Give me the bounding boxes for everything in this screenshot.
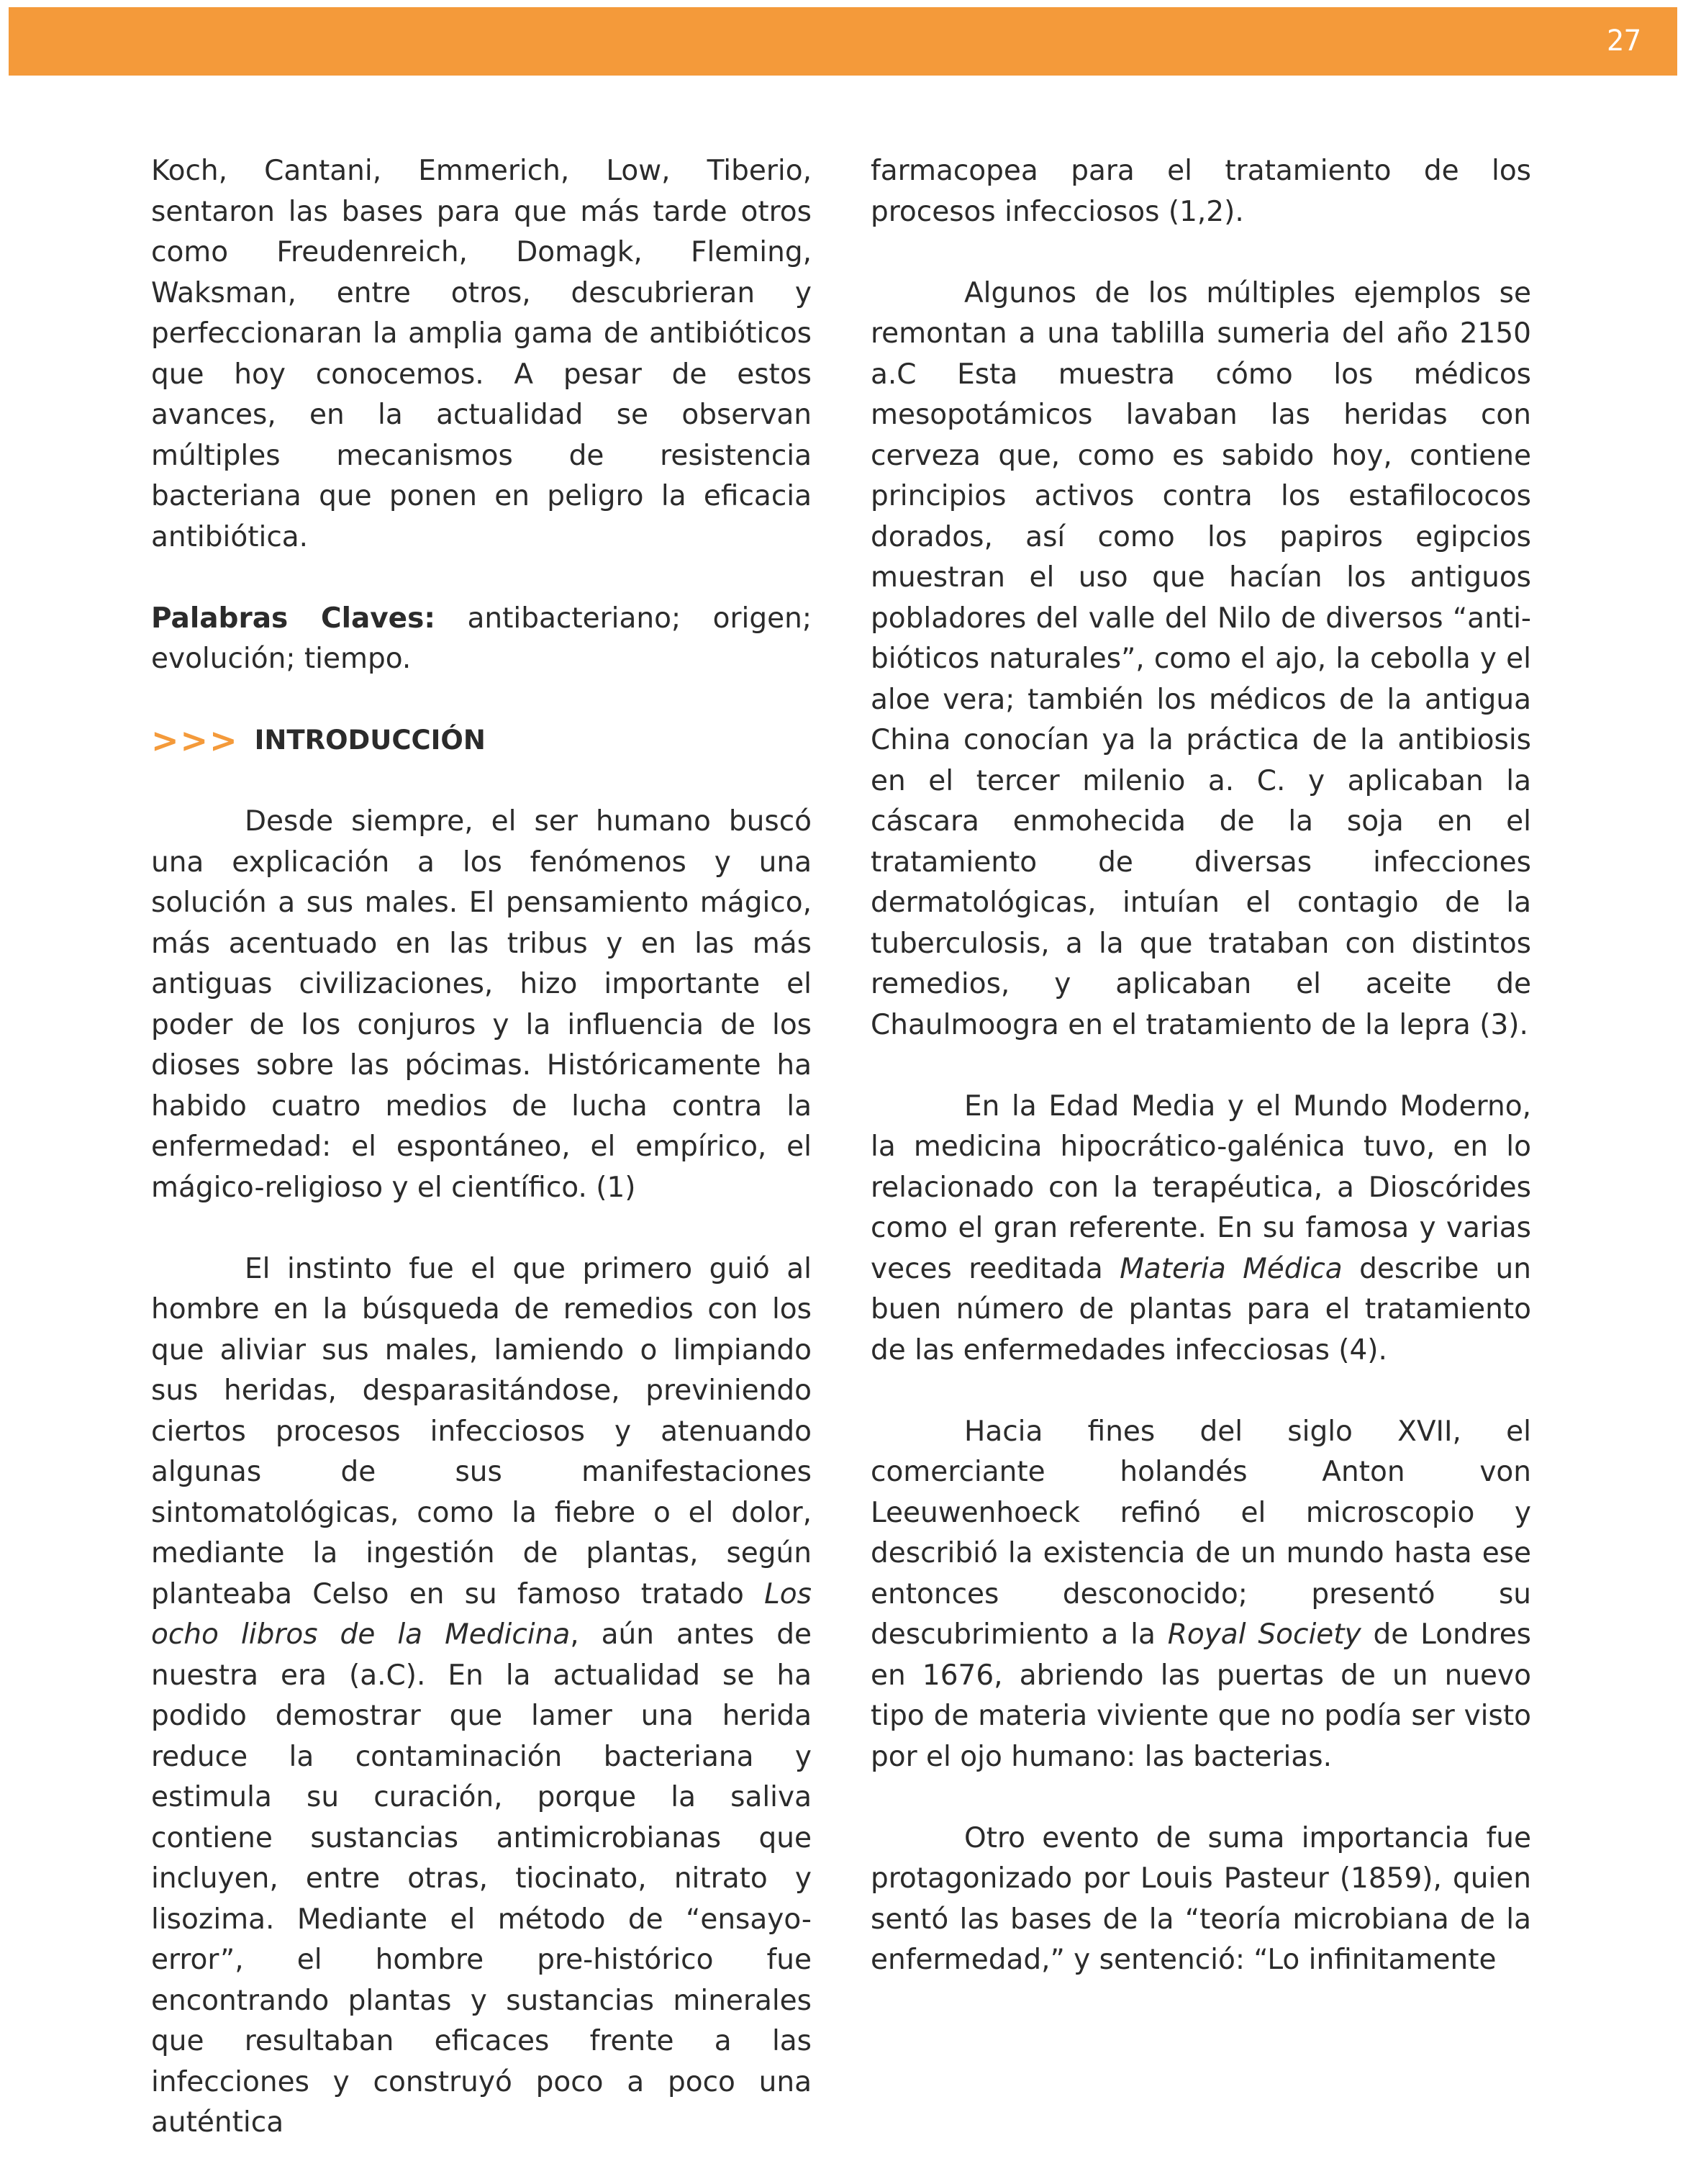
text-run: En la Edad Media y el Mundo Moderno, la medicina hipocrático-galénica tuvo, en lo relacionado con la terapéutica, a Dioscórides como el gran referente. En su famosa y varias veces reeditada — [871, 1089, 1531, 1285]
right-column — [871, 151, 1531, 2021]
section-heading — [151, 720, 812, 761]
text-run: de Londres en 1676, abriendo las puertas de un nuevo tipo de materia viviente que no podía ser visto por el ojo humano: las bacterias. — [871, 1618, 1532, 1773]
text-run: , aún antes de nuestra era (a.C). En la actualidad se ha podido demostrar que lamer una herida reduce la contaminación bacteriana y estimula su curación, porque la saliva contiene sustancias antimicrobianas que incluyen, entre otras, tiocinato, nitrato y lisozima. Mediante el método de “ensayo-error”, el hombre pre-histórico fue encontrando plantas y sustancias minerales que resultaban eficaces frente a las infecciones y construyó poco a poco una auténtica — [151, 1618, 812, 2139]
text-run: El instinto fue el que primero guió al hombre en la búsqueda de remedios con los que aliviar sus males, lamiendo o limpiando sus heridas, desparasitándose, previniendo ciertos procesos infecciosos y atenuando algunas de sus manifestaciones sintomatológicas, como la fiebre o el dolor, mediante la ingestión de plantas, según planteaba Celso en su famoso tratado — [151, 1252, 812, 1610]
left-column — [151, 151, 812, 2184]
italic-title: Royal Society — [1167, 1618, 1361, 1651]
text-run: describe un buen número de plantas para el tratamiento de las enfermedades infecciosas (4). — [871, 1252, 1531, 1367]
continued-paragraph: farmacopea para el tratamiento de los procesos infecciosos (1,2). — [871, 155, 1531, 228]
header-bar — [9, 7, 1677, 76]
italic-title: Los ocho libros de la Medicina — [151, 1577, 812, 1651]
italic-title: Materia Médica — [1120, 1252, 1343, 1285]
body-paragraph-1: Algunos de los múltiples ejemplos se remontan a una tablilla sumeria del año 2150 a.C Esta muestra cómo los médicos mesopotámicos lavaban las heridas con cerveza que, como es sabido hoy, contiene principios activos contra los estafilococos dorados, así como los papiros egipcios muestran el uso que hacían los antiguos pobladores del valle del Nilo de diversos “anti-bióticos naturales”, como el ajo, la cebolla y el aloe vera; también los médicos de la antigua China conocían ya la práctica de la antibiosis en el tercer milenio a. C. y aplicaban la cáscara enmohecida de la soja en el tratamiento de diversas infecciones dermatológicas, intuían el contagio de la tuberculosis, a la que trataban con distintos remedios, y aplicaban el aceite de Chaulmoogra en el tratamiento de la lepra (3). — [871, 276, 1531, 1041]
chevrons-icon: >>> — [151, 721, 239, 760]
section-title: INTRODUCCIÓN — [254, 725, 486, 756]
text-run: Hacia fines del siglo XVII, el comerciante holandés Anton von Leeuwenhoeck refinó el microscopio y describió la existencia de un mundo hasta ese entonces desconocido; presentó su descubrimiento a la — [871, 1415, 1531, 1651]
keywords-text: antibacteriano; origen; evolución; tiempo. — [151, 602, 812, 675]
intro-paragraph-2 — [151, 1249, 812, 2144]
abstract-paragraph: Koch, Cantani, Emmerich, Low, Tiberio, sentaron las bases para que más tarde otros como Freudenreich, Domagk, Fleming, Waksman, entre otros, descubrieran y perfeccionaran la amplia gama de antibióticos que hoy conocemos. A pesar de estos avances, en la actualidad se observan múltiples mecanismos de resistencia bacteriana que ponen en peligro la eficacia antibiótica. — [151, 155, 812, 553]
page-number: 27 — [1606, 24, 1641, 58]
body-paragraph-3 — [871, 1412, 1531, 1778]
body-paragraph-2 — [871, 1087, 1531, 1372]
intro-paragraph-1: Desde siempre, el ser humano buscó una explicación a los fenómenos y una solución a sus males. El pensamiento mágico, más acentuado en las tribus y en las más antiguas civilizaciones, hizo importante el poder de los conjuros y la influencia de los dioses sobre las pócimas. Históricamente ha habido cuatro medios de lucha contra la enfermedad: el espontáneo, el empírico, el mágico-religioso y el científico. (1) — [151, 805, 812, 1204]
body-paragraph-4: Otro evento de suma importancia fue protagonizado por Louis Pasteur (1859), quien sentó las bases de la “teoría microbiana de la enfermedad,” y sentenció: “Lo infinitamente — [871, 1821, 1531, 1976]
keywords — [151, 599, 812, 680]
keywords-label: Palabras Claves: — [151, 602, 435, 635]
